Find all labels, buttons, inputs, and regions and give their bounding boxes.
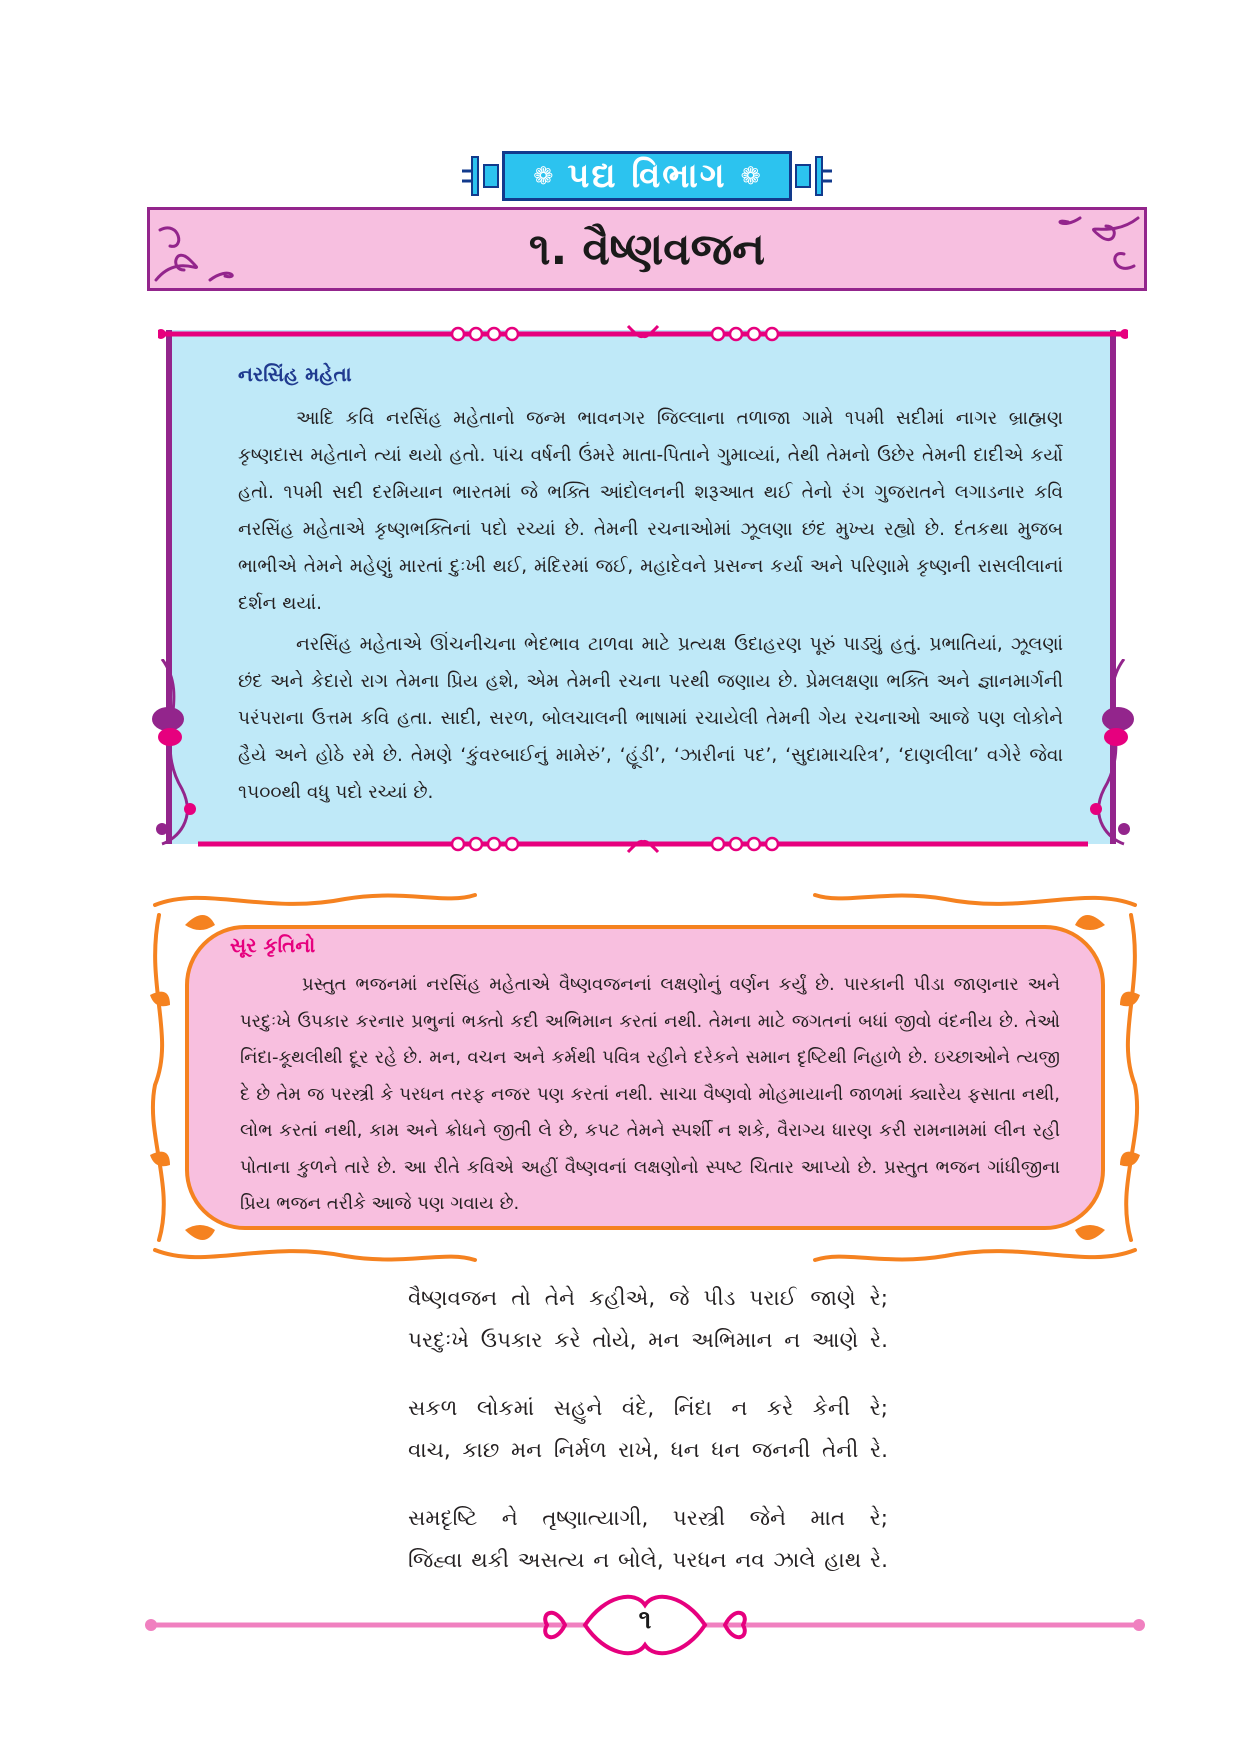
appreciation-paragraph: પ્રસ્તુત ભજનમાં નરસિંહ મહેતાએ વૈષ્ણવજનનાં લક્ષણોનું વર્ણન કર્યું છે. પારકાની પીડા જાણનાર અને પરદુઃખે ઉપકાર કરનાર પ્રભુનાં ભક્તો કદી અભિમાન કરતાં નથી. તેમના માટે જગતનાં બધાં જીવો વંદનીય છે. તેઓ નિંદા-કૂથલીથી દૂર રહે છે. મન, વચન અને કર્મથી પવિત્ર રહીને દરેકને સમાન દૃષ્ટિથી નિહાળે છે. ઇચ્છાઓને ત્યજી દે છે તેમ જ પરસ્ત્રી કે પરધન તરફ નજર પણ કરતાં નથી. સાચા વૈષ્ણવો મોહમાયાની જાળમાં ક્યારેય ફસાતા નથી, લોભ કરતાં નથી, કામ અને ક્રોધને જીતી લે છે, કપટ તેમને સ્પર્શી ન શકે, વૈરાગ્ય ધારણ કરી રામનામમાં લીન રહી પોતાના કુળને તારે છે. આ રીતે કવિએ અહીં વૈષ્ણવનાં લક્ષણોનો સ્પષ્ટ ચિતાર આપ્યો છે. પ્રસ્તુત ભજન ગાંધીજીના પ્રિય ભજન તરીકે આજે પણ ગવાય છે. bbox=[240, 974, 1060, 1214]
poem-stanza bbox=[408, 1498, 888, 1582]
butterfly-ornament-left bbox=[142, 659, 212, 849]
poem-stanza bbox=[408, 1388, 888, 1472]
appreciation-box bbox=[145, 885, 1145, 1270]
banner-left-ornament bbox=[462, 151, 506, 201]
flower-icon: ❁ bbox=[533, 162, 554, 190]
flower-icon: ❁ bbox=[740, 162, 761, 190]
poem-line: પરદુઃખે ઉપકાર કરે તોયે, મન અભિમાન ન આણે રે. bbox=[408, 1328, 888, 1353]
bio-top-border bbox=[158, 324, 1128, 344]
appreciation-heading: સૂર કૃતિનો bbox=[230, 933, 316, 957]
bio-bottom-border bbox=[158, 834, 1128, 854]
page-number: ૧ bbox=[638, 1605, 652, 1635]
poem-line: સમદૃષ્ટિ ને તૃષ્ણાત્યાગી, પરસ્ત્રી જેને માત રે; bbox=[408, 1506, 888, 1531]
poem-line: વાચ, કાછ મન નિર્મળ રાખે, ધન ધન જનની તેની રે. bbox=[408, 1438, 888, 1463]
banner-right-ornament bbox=[788, 151, 832, 201]
poem-line: વૈષ્ણવજન તો તેને કહીએ, જે પીડ પરાઈ જાણે રે; bbox=[408, 1286, 888, 1311]
author-bio-box bbox=[158, 324, 1128, 854]
appreciation-content bbox=[230, 933, 1060, 1223]
bio-content bbox=[238, 362, 1063, 815]
banner-box bbox=[502, 151, 792, 201]
page-footer bbox=[145, 1585, 1145, 1675]
section-banner bbox=[462, 151, 832, 201]
bio-paragraph: આદિ કવિ નરસિંહ મહેતાનો જન્મ ભાવનગર જિલ્લાના તળાજા ગામે ૧૫મી સદીમાં નાગર બ્રાહ્મણ કૃષ્ણદાસ મહેતાને ત્યાં થયો હતો. પાંચ વર્ષની ઉંમરે માતા-પિતાને ગુમાવ્યાં, તેથી તેમનો ઉછેર તેમની દાદીએ કર્યો હતો. ૧૫મી સદી દરમિયાન ભારતમાં જે ભક્તિ આંદોલનની શરૂઆત થઈ તેનો રંગ ગુજરાતને લગાડનાર કવિ નરસિંહ મહેતાએ કૃષ્ણભક્તિનાં પદો રચ્યાં છે. તેમની રચનાઓમાં ઝૂલણા છંદ મુખ્ય રહ્યો છે. દંતકથા મુજબ ભાભીએ તેમને મહેણું મારતાં દુઃખી થઈ, મંદિરમાં જઈ, મહાદેવને પ્રસન્ન કર્યા અને પરિણામે કૃષ્ણની રાસલીલાનાં દર્શન થયાં. bbox=[238, 408, 1063, 614]
poem bbox=[408, 1278, 888, 1608]
poem-line: સકળ લોકમાં સહુને વંદે, નિંદા ન કરે કેની રે; bbox=[408, 1396, 888, 1421]
section-title: પદ્ય વિભાગ bbox=[567, 156, 727, 196]
bio-paragraph: નરસિંહ મહેતાએ ઊંચનીચના ભેદભાવ ટાળવા માટે પ્રત્યક્ષ ઉદાહરણ પૂરું પાડ્યું હતું. પ્રભાતિયાં, ઝૂલણાં છંદ અને કેદારો રાગ તેમના પ્રિય હશે, એમ તેમની રચના પરથી જણાય છે. પ્રેમલક્ષણા ભક્તિ અને જ્ઞાનમાર્ગની પરંપરાના ઉત્તમ કવિ હતા. સાદી, સરળ, બોલચાલની ભાષામાં રચાયેલી તેમની ગેય રચનાઓ આજે પણ લોકોને હૈયે અને હોઠે રમે છે. તેમણે ‘કુંવરબાઈનું મામેરું’, ‘હૂંડી’, ‘ઝારીનાં પદ’, ‘સુદામાચરિત્ર’, ‘દાણલીલા’ વગેરે જેવા ૧૫૦૦થી વધુ પદો રચ્યાં છે. bbox=[238, 634, 1063, 803]
poem-stanza bbox=[408, 1278, 888, 1362]
chapter-title-box bbox=[147, 207, 1147, 291]
chapter-title: ૧. વૈષ્ણવજન bbox=[528, 224, 766, 275]
author-heading: નરસિંહ મહેતા bbox=[238, 362, 352, 386]
poem-line: જિહ્વા થકી અસત્ય ન બોલે, પરધન નવ ઝાલે હાથ રે. bbox=[408, 1548, 888, 1573]
butterfly-ornament-right bbox=[1074, 659, 1144, 849]
